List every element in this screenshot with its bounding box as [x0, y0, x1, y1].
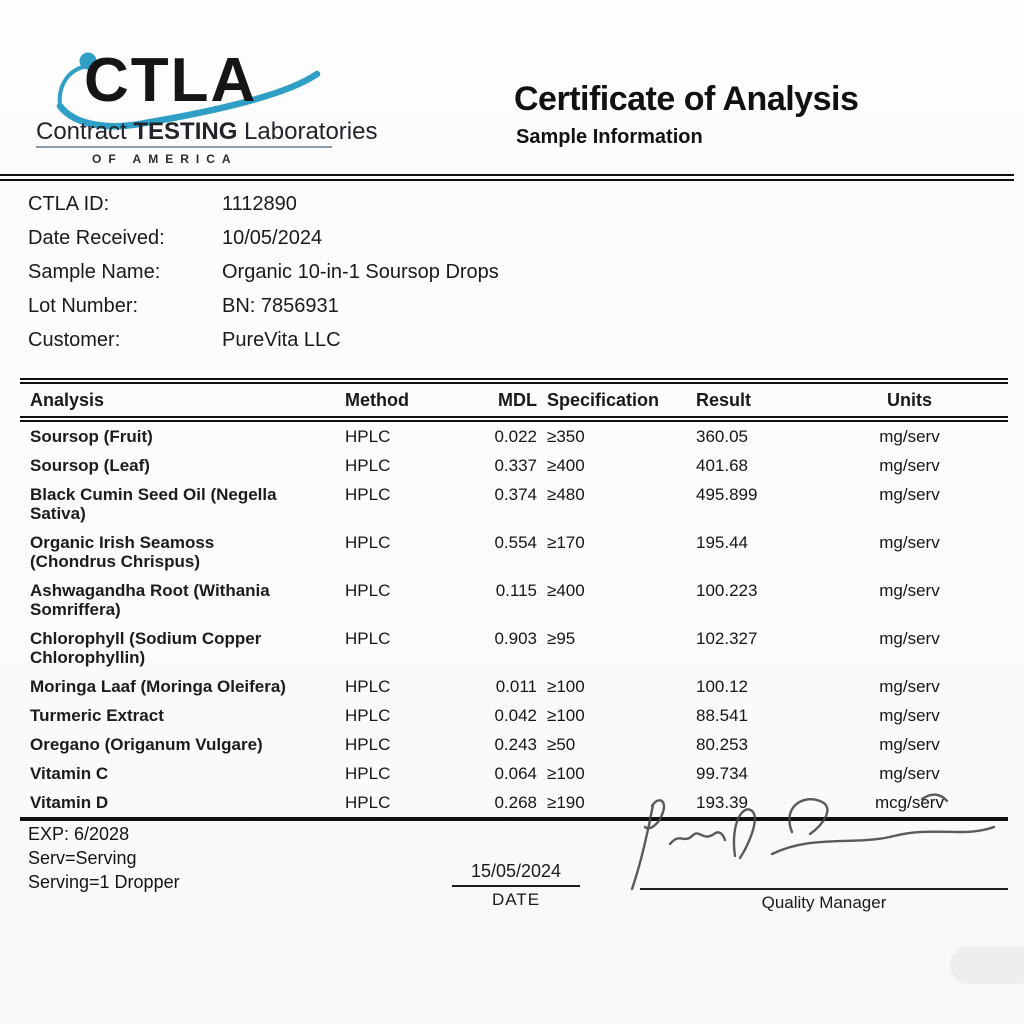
column-header-units: Units: [866, 381, 1008, 419]
table-row: [20, 480, 1008, 528]
date-label: DATE: [491, 890, 541, 909]
method-cell: HPLC: [345, 456, 391, 475]
mdl-cell: 0.374: [494, 485, 537, 504]
mdl-cell: 0.042: [494, 706, 537, 725]
analysis-cell: Moringa Laaf (Moringa Oleifera): [30, 677, 286, 696]
units-cell: mg/serv: [879, 629, 940, 648]
info-row-lot-number: [28, 295, 499, 318]
result-cell: 195.44: [696, 533, 748, 552]
result-cell: 360.05: [696, 427, 748, 446]
info-label: Sample Name:: [28, 261, 161, 283]
units-cell: mg/serv: [879, 485, 940, 504]
table-row: [20, 672, 1008, 701]
method-cell: HPLC: [345, 427, 391, 446]
analysis-cell: Vitamin C: [30, 764, 109, 783]
specification-cell: ≥400: [547, 456, 585, 475]
logo-acronym: CTLA: [84, 46, 258, 115]
table-row: [20, 759, 1008, 788]
table-row: [20, 576, 1008, 624]
table-row: [20, 701, 1008, 730]
analysis-cell: Oregano (Origanum Vulgare): [30, 735, 263, 754]
logo-divider: [36, 146, 332, 148]
analysis-table: [20, 378, 1008, 821]
analysis-cell: Ashwagandha Root (Withania Somriffera): [30, 581, 270, 619]
analysis-cell: Turmeric Extract: [30, 706, 164, 725]
method-cell: HPLC: [345, 735, 391, 754]
header-divider: [0, 174, 1014, 181]
info-value: 1112890: [222, 193, 297, 215]
info-row-sample-name: [28, 261, 499, 284]
specification-cell: ≥100: [547, 706, 585, 725]
signature-line: [640, 888, 1008, 890]
table-row: [20, 730, 1008, 759]
column-header-specification: Specification: [543, 381, 691, 419]
specification-cell: ≥350: [547, 427, 585, 446]
specification-cell: ≥95: [547, 629, 576, 648]
method-cell: HPLC: [345, 533, 391, 552]
specification-cell: ≥190: [547, 793, 585, 812]
analysis-cell: Soursop (Fruit): [30, 427, 153, 446]
table-header-row: [20, 381, 1008, 419]
result-cell: 99.734: [696, 764, 748, 783]
method-cell: HPLC: [345, 677, 391, 696]
info-row-ctla-id: [28, 193, 499, 216]
method-cell: HPLC: [345, 629, 391, 648]
specification-cell: ≥400: [547, 581, 585, 600]
mdl-cell: 0.064: [494, 764, 537, 783]
units-cell: mg/serv: [879, 764, 940, 783]
column-header-analysis: Analysis: [20, 381, 340, 419]
analysis-cell: Organic Irish Seamoss (Chondrus Chrispus): [30, 533, 215, 571]
info-label: Customer:: [28, 329, 121, 351]
units-cell: mg/serv: [879, 427, 940, 446]
units-cell: mg/serv: [879, 677, 940, 696]
info-label: Date Received:: [28, 227, 165, 249]
method-cell: HPLC: [345, 764, 391, 783]
serv-note: Serv=Serving: [28, 848, 137, 868]
specification-cell: ≥170: [547, 533, 585, 552]
analysis-cell: Soursop (Leaf): [30, 456, 150, 475]
result-cell: 102.327: [696, 629, 758, 648]
units-cell: mg/serv: [879, 735, 940, 754]
table-row: [20, 624, 1008, 672]
mdl-cell: 0.011: [495, 677, 537, 696]
date-block: [452, 861, 580, 910]
info-value: PureVita LLC: [222, 329, 341, 351]
units-cell: mg/serv: [879, 533, 940, 552]
page-subtitle: Sample Information: [516, 126, 703, 148]
units-cell: mg/serv: [879, 706, 940, 725]
analysis-cell: Vitamin D: [30, 793, 109, 812]
info-row-customer: [28, 329, 499, 352]
units-cell: mcg/serv: [875, 793, 944, 812]
method-cell: HPLC: [345, 485, 391, 504]
info-value: BN: 7856931: [222, 295, 339, 317]
signature-icon: [622, 792, 1014, 890]
units-cell: mg/serv: [879, 581, 940, 600]
result-cell: 401.68: [696, 456, 748, 475]
footer-notes: [28, 822, 180, 894]
mdl-cell: 0.268: [494, 793, 537, 812]
serving-note: Serving=1 Dropper: [28, 872, 180, 892]
info-row-date-received: [28, 227, 499, 250]
specification-cell: ≥100: [547, 677, 585, 696]
result-cell: 88.541: [696, 706, 748, 725]
result-cell: 80.253: [696, 735, 748, 754]
analysis-cell: Chlorophyll (Sodium Copper Chlorophyllin): [30, 629, 262, 667]
method-cell: HPLC: [345, 581, 391, 600]
info-label: Lot Number:: [28, 295, 139, 317]
table-row: [20, 528, 1008, 576]
mdl-cell: 0.903: [494, 629, 537, 648]
exp-note: EXP: 6/2028: [28, 824, 130, 844]
mdl-cell: 0.554: [494, 533, 537, 552]
result-cell: 100.12: [696, 677, 748, 696]
logo-tagline: Contract TESTING Laboratories: [36, 118, 378, 145]
result-cell: 193.39: [696, 793, 748, 812]
logo-of-america: OF AMERICA: [92, 152, 238, 166]
specification-cell: ≥100: [547, 764, 585, 783]
info-value: Organic 10-in-1 Soursop Drops: [222, 261, 499, 283]
scrollbar-thumb[interactable]: [950, 946, 1024, 984]
mdl-cell: 0.337: [494, 456, 537, 475]
mdl-cell: 0.115: [495, 581, 537, 600]
table-row: [20, 451, 1008, 480]
ctla-logo: [30, 44, 378, 178]
specification-cell: ≥480: [547, 485, 585, 504]
table-row: [20, 419, 1008, 451]
column-header-mdl: MDL: [455, 381, 543, 419]
page-title: Certificate of Analysis: [514, 80, 859, 118]
info-label: CTLA ID:: [28, 193, 110, 215]
column-header-result: Result: [691, 381, 866, 419]
result-cell: 100.223: [696, 581, 758, 600]
info-value: 10/05/2024: [222, 227, 323, 249]
signed-date: 15/05/2024: [452, 861, 580, 887]
analysis-cell: Black Cumin Seed Oil (Negella Sativa): [30, 485, 277, 523]
sample-info-section: [28, 193, 499, 363]
mdl-cell: 0.022: [494, 427, 537, 446]
column-header-method: Method: [340, 381, 455, 419]
method-cell: HPLC: [345, 706, 391, 725]
signature-label: Quality Manager: [761, 893, 887, 912]
specification-cell: ≥50: [547, 735, 576, 754]
mdl-cell: 0.243: [494, 735, 537, 754]
units-cell: mg/serv: [879, 456, 940, 475]
result-cell: 495.899: [696, 485, 758, 504]
method-cell: HPLC: [345, 793, 391, 812]
